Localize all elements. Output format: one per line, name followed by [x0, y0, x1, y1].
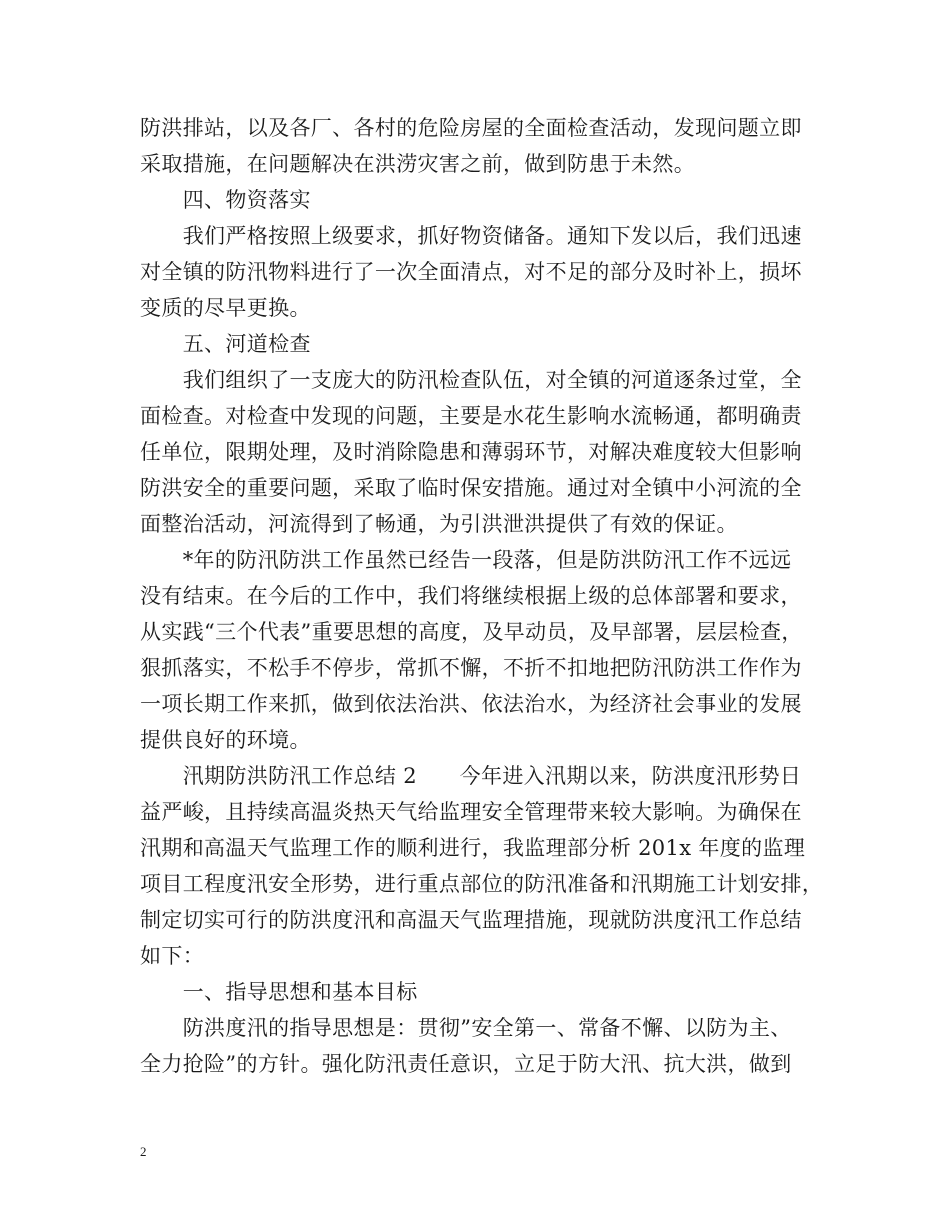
- text-line: 防洪排站，以及各厂、各村的危险房屋的全面检查活动，发现问题立即: [140, 116, 802, 140]
- text-line: 防洪度汛的指导思想是：贯彻”安全第一、常备不懈、以防为主、: [140, 1016, 792, 1040]
- text-line: 我们组织了一支庞大的防汛检查队伍，对全镇的河道逐条过堂，全: [140, 368, 802, 392]
- text-line: 面检查。对检查中发现的问题，主要是水花生影响水流畅通，都明确责: [140, 404, 802, 428]
- section-heading: 一、指导思想和基本目标: [140, 980, 418, 1004]
- text-line: 面整治活动，河流得到了畅通，为引洪泄洪提供了有效的保证。: [140, 512, 738, 536]
- text-line: 对全镇的防汛物料进行了一次全面清点，对不足的部分及时补上，损坏: [140, 260, 802, 284]
- text-line: 制定切实可行的防洪度汛和高温天气监理措施，现就防洪度汛工作总结: [140, 908, 802, 932]
- text-line: 提供良好的环境。: [140, 728, 311, 752]
- text-line: 变质的尽早更换。: [140, 296, 311, 320]
- text-line: *年的防汛防洪工作虽然已经告一段落，但是防洪防汛工作不远远: [140, 548, 792, 572]
- text-line: 汛期防洪防汛工作总结 2 今年进入汛期以来，防洪度汛形势日: [140, 764, 802, 788]
- text-line: 如下：: [140, 944, 205, 968]
- section-heading: 四、物资落实: [140, 188, 311, 212]
- text-line: 我们严格按照上级要求，抓好物资储备。通知下发以后，我们迅速: [140, 224, 802, 248]
- text-line: 汛期和高温天气监理工作的顺利进行，我监理部分析 201x 年度的监理: [140, 836, 806, 860]
- page-number: 2: [140, 1144, 147, 1159]
- text-line: 全力抢险”的方针。强化防汛责任意识，立足于防大汛、抗大洪，做到: [140, 1052, 792, 1076]
- text-line: 没有结束。在今后的工作中，我们将继续根据上级的总体部署和要求，: [140, 584, 802, 608]
- text-line: 狠抓落实，不松手不停步，常抓不懈，不折不扣地把防汛防洪工作作为: [140, 656, 802, 680]
- text-line: 项目工程度汛安全形势，进行重点部位的防汛准备和汛期施工计划安排，: [140, 872, 824, 896]
- text-line: 从实践“三个代表”重要思想的高度，及早动员，及早部署，层层检查，: [140, 620, 803, 644]
- text-line: 任单位，限期处理，及时消除隐患和薄弱环节，对解决难度较大但影响: [140, 440, 802, 464]
- text-line: 防洪安全的重要问题，采取了临时保安措施。通过对全镇中小河流的全: [140, 476, 802, 500]
- text-line: 一项长期工作来抓，做到依法治洪、依法治水，为经济社会事业的发展: [140, 692, 802, 716]
- text-line: 采取措施，在问题解决在洪涝灾害之前，做到防患于未然。: [140, 152, 696, 176]
- section-heading: 五、河道检查: [140, 332, 311, 356]
- text-line: 益严峻，且持续高温炎热天气给监理安全管理带来较大影响。为确保在: [140, 800, 802, 824]
